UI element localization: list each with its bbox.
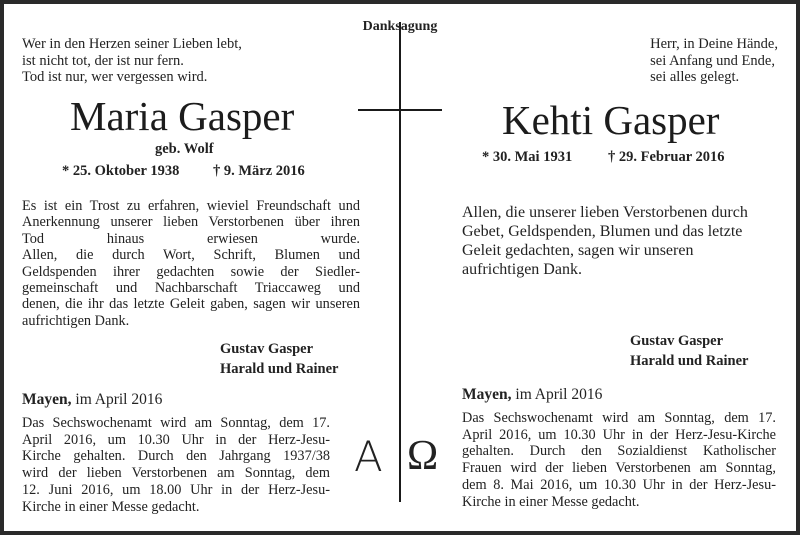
- text-line: Kirche gehalten. Durch den Jahrgang 1937/38: [22, 448, 330, 465]
- text-line: Frauen wird der lieben Verstorbenen am Sonntag,: [462, 460, 776, 477]
- text-line: Gebet, Geldspenden, Blumen und das letzte: [462, 223, 743, 240]
- died-left: † 9. März 2016: [213, 163, 305, 179]
- place-date-right: [462, 386, 602, 404]
- text-line: Gustav Gasper: [630, 333, 724, 349]
- text-line: Es ist ein Trost zu erfahren, wieviel Freundschaft und: [22, 198, 360, 214]
- text-line: gehalten. Durch den Sozialdienst Katholischer: [462, 443, 776, 460]
- text-line: sei Anfang und Ende,: [650, 52, 775, 69]
- alpha-symbol: A: [354, 432, 383, 481]
- signers-right: [630, 331, 748, 371]
- quote-left: [22, 36, 242, 86]
- text-line: Tod hinaus erwiesen wurde.: [22, 230, 360, 247]
- text-line: April 2016, um 10.30 Uhr in der Herz-Jesu-: [22, 431, 330, 448]
- deceased-name-right: Kehti Gasper: [502, 97, 720, 143]
- text-line: ist nicht tot, der ist nur fern.: [22, 52, 184, 69]
- text-line: aufrichtigen Dank.: [462, 261, 582, 278]
- text-line: Tod ist nur, wer vergessen wird.: [22, 69, 208, 85]
- text-line: aufrichtigen Dank.: [22, 312, 130, 329]
- text-line: Geldspenden ihrer gedachten sowie der Siedler-: [22, 263, 360, 280]
- place: Mayen,: [22, 391, 72, 408]
- omega-symbol: Ω: [407, 433, 439, 479]
- text-line: Das Sechswochenamt wird am Sonntag, dem 17.: [22, 415, 330, 431]
- text-line: wird der lieben Verstorbenen am Sonntag, dem: [22, 465, 330, 482]
- text-line: Harald und Rainer: [220, 361, 339, 377]
- mass-text-right: [462, 410, 776, 510]
- date: im April 2016: [515, 386, 603, 403]
- deceased-name-left: Maria Gasper: [70, 93, 295, 139]
- text-line: denen, die ihr das letzte Geleit gaben, sagen wir unseren: [22, 296, 360, 313]
- place: Mayen,: [462, 386, 512, 403]
- text-line: gemeinschaft und Nachbarschaft Triaccaweg und: [22, 280, 360, 297]
- died-right: † 29. Februar 2016: [608, 149, 725, 165]
- text-line: 12. Juni 2016, um 18.00 Uhr in der Herz-Jesu-: [22, 481, 330, 498]
- thanks-text-left: [22, 198, 360, 329]
- text-line: Allen, die unserer lieben Verstorbenen durch: [462, 204, 748, 221]
- text-line: Anerkennung unserer lieben Verstorbenen über ihren: [22, 214, 360, 231]
- text-line: Allen, die durch Wort, Schrift, Blumen und: [22, 247, 360, 264]
- mass-text-left: [22, 415, 330, 515]
- quote-right: [650, 36, 778, 86]
- text-line: Gustav Gasper: [220, 341, 314, 357]
- text-line: sei alles gelegt.: [650, 69, 740, 85]
- text-line: Herr, in Deine Hände,: [650, 36, 778, 52]
- signers-left: [220, 339, 338, 379]
- text-line: April 2016, um 10.30 Uhr in der Herz-Jesu-Kirche: [462, 426, 776, 443]
- text-line: Kirche in einer Messe gedacht.: [462, 493, 640, 510]
- cross-bar: [358, 109, 442, 111]
- text-line: Das Sechswochenamt wird am Sonntag, dem 17.: [462, 410, 776, 426]
- text-line: Harald und Rainer: [630, 353, 749, 369]
- date: im April 2016: [75, 391, 163, 408]
- text-line: dem 8. Mai 2016, um 10.30 Uhr in der Herz-Jesu-: [462, 476, 776, 493]
- text-line: Wer in den Herzen seiner Lieben lebt,: [22, 36, 242, 52]
- text-line: Geleit gedachten, sagen wir unseren: [462, 242, 694, 259]
- birth-name: geb. Wolf: [155, 141, 214, 157]
- heading: Danksagung: [362, 19, 438, 34]
- place-date-left: [22, 391, 162, 409]
- born-left: * 25. Oktober 1938: [62, 163, 180, 179]
- text-line: Kirche in einer Messe gedacht.: [22, 498, 200, 515]
- cross-icon: [399, 22, 401, 502]
- thanks-text-right: [462, 203, 748, 279]
- born-right: * 30. Mai 1931: [482, 149, 573, 165]
